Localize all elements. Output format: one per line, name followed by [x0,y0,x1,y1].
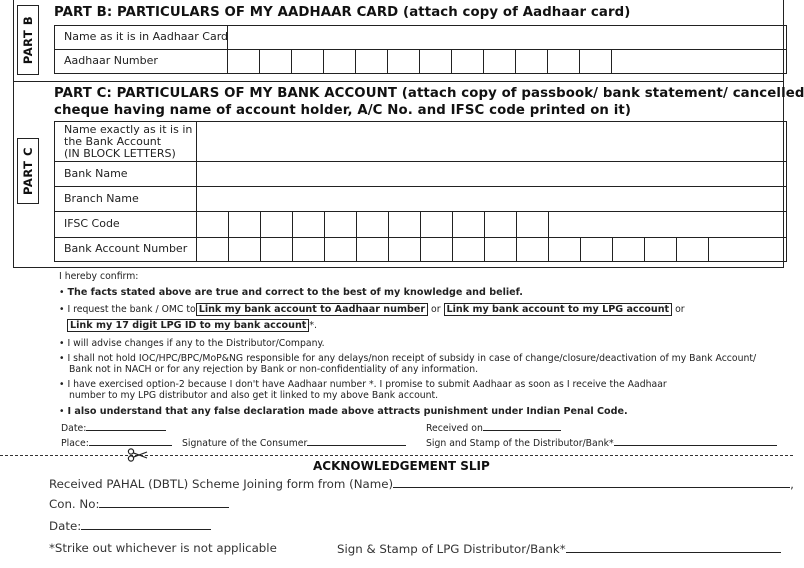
ack-distributor-sign: Sign & Stamp of LPG Distributor/Bank* [337,541,781,556]
option-link-lpg-id[interactable]: Link my 17 digit LPG ID to my bank account [67,319,309,332]
part-b-left-border [13,0,14,81]
confirm-bullet-6: • I also understand that any false declaration made above attracts punishment under Indian Penal Code. [59,406,628,417]
distributor-signature: Sign and Stamp of the Distributor/Bank* [426,436,777,449]
aadhaar-number-label: Aadhaar Number [64,54,158,67]
confirm-bullet-2-cont: Link my 17 digit LPG ID to my bank account *. [67,320,317,331]
confirm-bullet-4-cont: Bank not in NACH or for any rejection by Bank or non-confidentiality of any information. [69,364,479,375]
aadhaar-name-field[interactable] [228,26,786,49]
confirm-intro: I hereby confirm: [59,271,139,282]
branch-name-field[interactable] [197,187,786,211]
confirm-date-field[interactable] [86,421,166,431]
bank-name-label: Bank Name [64,167,128,180]
ack-strike-note: *Strike out whichever is not applicable [49,541,277,555]
confirm-bullet-5-cont: number to my LPG distributor and also get it linked to my above Bank account. [69,390,439,401]
received-on: Received on [426,421,561,434]
confirm-bullet-3: • I will advise changes if any to the Distributor/Company. [59,338,325,349]
scissors-icon [127,448,149,462]
ack-title: ACKNOWLEDGEMENT SLIP [313,459,490,473]
aadhaar-number-boxes[interactable] [228,50,612,74]
consumer-signature: Signature of the Consumer [182,436,406,449]
ack-received: Received PAHAL (DBTL) Scheme Joining form from (Name) , [49,477,794,491]
ack-date: Date: [49,518,211,533]
confirm-bullet-1: • The facts stated above are true and correct to the best of my knowledge and belief. [59,287,523,298]
part-b-side-label: PART B [17,5,39,75]
part-c-title-line1: PART C: PARTICULARS OF MY BANK ACCOUNT (attach copy of passbook/ bank statement/ cancelled [54,86,804,101]
confirm-place-field[interactable] [89,436,172,446]
account-number-boxes[interactable] [197,238,709,262]
part-c-bottom-border [13,267,784,268]
ack-con-no-field[interactable] [99,496,229,508]
account-number-label: Bank Account Number [64,242,188,255]
part-c-left-border [13,81,14,267]
part-b-title: PART B: PARTICULARS OF MY AADHAAR CARD (attach copy of Aadhaar card) [54,5,631,20]
confirm-place: Place: [61,436,172,449]
option-link-aadhaar[interactable]: Link my bank account to Aadhaar number [196,303,428,316]
ack-date-field[interactable] [81,518,211,530]
ack-distributor-sign-field[interactable] [566,541,781,553]
bank-holder-name-label-2: the Bank Account [64,135,162,148]
ifsc-code-label: IFSC Code [64,217,120,230]
ack-con-no: Con. No: [49,496,229,511]
ack-name-field[interactable] [393,476,790,488]
confirm-bullet-2: • I request the bank / OMC to Link my bank account to Aadhaar number or Link my bank account to my LPG account or [59,304,685,315]
part-c-side-label: PART C [17,138,39,204]
received-on-field[interactable] [483,421,561,431]
part-c-title-line2: cheque having name of account holder, A/C No. and IFSC code printed on it) [54,103,632,118]
distributor-signature-field[interactable] [614,436,777,446]
bank-name-field[interactable] [197,162,786,186]
bank-holder-name-label-3: (IN BLOCK LETTERS) [64,147,176,160]
confirm-bullet-5: • I have exercised option-2 because I don't have Aadhaar number *. I promise to submit Aadhaar as soon as I receive the Aadhaar [59,379,667,390]
consumer-signature-field[interactable] [307,436,406,446]
cut-line [0,455,793,456]
confirm-bullet-4: • I shall not hold IOC/HPC/BPC/MoP&NG responsible for any delays/non receipt of subsidy in case of change/closure/deactivation of my Bank Account/ [59,353,757,364]
bank-holder-name-field[interactable] [197,122,786,161]
branch-name-label: Branch Name [64,192,139,205]
part-b-bottom-border [13,81,784,82]
option-link-lpg-account[interactable]: Link my bank account to my LPG account [444,303,673,316]
confirm-date: Date: [61,421,166,434]
bank-holder-name-label-1: Name exactly as it is in [64,123,193,136]
ifsc-code-boxes[interactable] [197,212,549,237]
aadhaar-name-label: Name as it is in Aadhaar Card [64,30,229,43]
